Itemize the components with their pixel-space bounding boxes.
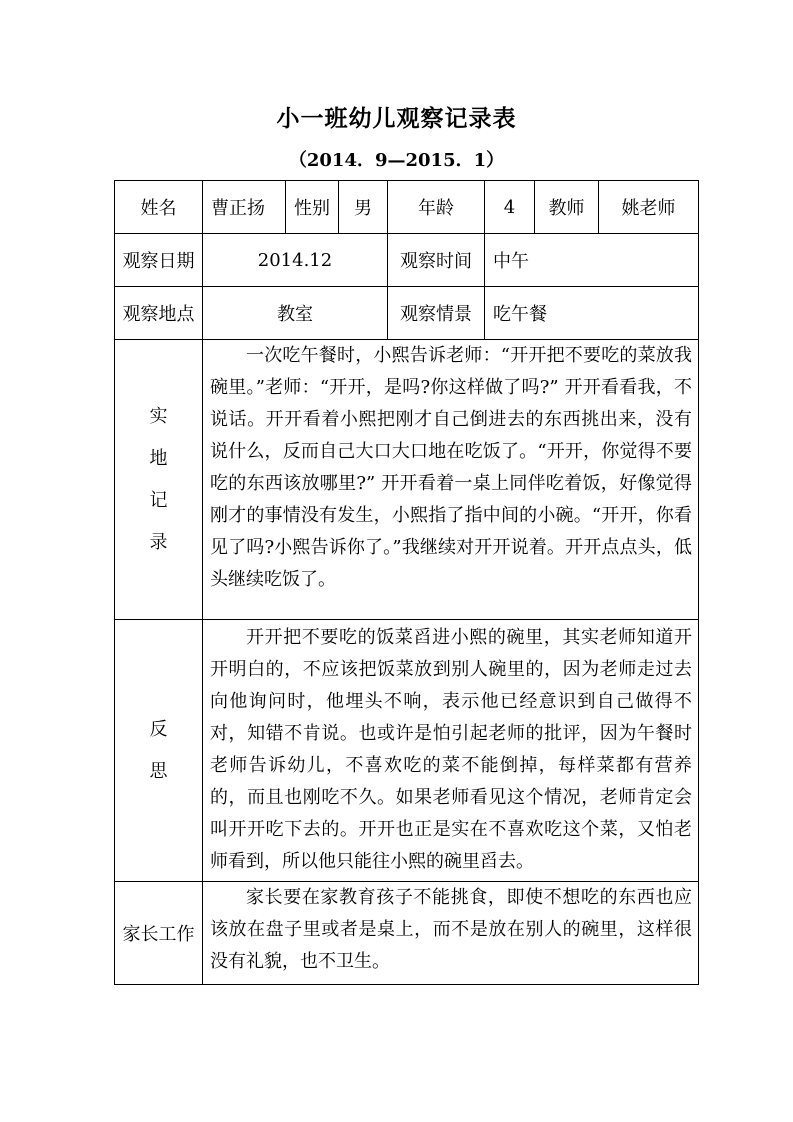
parent-work-label: 家长工作 bbox=[115, 882, 203, 985]
record-label-char: 记 bbox=[149, 489, 168, 511]
age-label: 年龄 bbox=[388, 181, 485, 234]
reflection-text: 开开把不要吃的饭菜舀进小熙的碗里，其实老师知道开开明白的，不应该把饭菜放到别人碗里的，因为老师走过去向他询问时，他埋头不响，表示他已经意识到自己做得不对，知错不肯说。也或许是怕引起老师的批评，因为午餐时老师告诉幼儿，不喜欢吃的菜不能倒掉，每样菜都有营养的，而且也刚吃不久。如果老师看见这个情况，老师肯定会叫开开吃下去的。开开也正是实在不喜欢吃这个菜，又怕老师看到，所以他只能往小熙的碗里舀去。 bbox=[203, 620, 699, 882]
observation-situation-value: 吃午餐 bbox=[485, 287, 699, 340]
record-text: 一次吃午餐时，小熙告诉老师：“开开把不要吃的菜放我碗里。”老师：“开开，是吗?你这样做了吗?” 开开看看我，不说话。开开看着小熙把刚才自己倒进去的东西挑出来，没有说什么，反而自己大口大口地在吃饭了。“开开，你觉得不要吃的东西该放哪里?” 开开看着一桌上同伴吃着饭，好像觉得刚才的事情没有发生，小熙指了指中间的小碗。“开开，你看见了吗?小熙告诉你了。”我继续对开开说着。开开点点头，低头继续吃饭了。 bbox=[203, 340, 699, 620]
reflection-label bbox=[115, 620, 203, 882]
name-value: 曹正扬 bbox=[203, 181, 286, 234]
observation-time-label: 观察时间 bbox=[388, 234, 485, 287]
observation-situation-label: 观察情景 bbox=[388, 287, 485, 340]
gender-label: 性别 bbox=[286, 181, 339, 234]
observation-place-label: 观察地点 bbox=[115, 287, 203, 340]
info-row-basic bbox=[115, 181, 699, 234]
parent-work-row bbox=[115, 882, 699, 985]
age-value: 4 bbox=[485, 181, 535, 234]
teacher-label: 教师 bbox=[535, 181, 599, 234]
observation-record-table bbox=[114, 180, 699, 985]
record-label-char: 实 bbox=[149, 405, 168, 427]
reflection-label-char: 思 bbox=[149, 760, 168, 782]
record-row bbox=[115, 340, 699, 620]
observation-date-label: 观察日期 bbox=[115, 234, 203, 287]
observation-date-value: 2014.12 bbox=[203, 234, 388, 287]
observation-time-value: 中午 bbox=[485, 234, 699, 287]
info-row-date bbox=[115, 234, 699, 287]
info-row-place bbox=[115, 287, 699, 340]
observation-place-value: 教室 bbox=[203, 287, 388, 340]
reflection-label-char: 反 bbox=[149, 718, 168, 740]
parent-work-text: 家长要在家教育孩子不能挑食，即使不想吃的东西也应该放在盘子里或者是桌上，而不是放在别人的碗里，这样很没有礼貌，也不卫生。 bbox=[203, 882, 699, 985]
record-label-char: 录 bbox=[149, 531, 168, 553]
record-label-char: 地 bbox=[149, 447, 168, 469]
reflection-row bbox=[115, 620, 699, 882]
date-range-subtitle: （2014．9—2015．1） bbox=[288, 150, 505, 171]
gender-value: 男 bbox=[339, 181, 388, 234]
teacher-value: 姚老师 bbox=[599, 181, 699, 234]
name-label: 姓名 bbox=[115, 181, 203, 234]
page-title: 小一班幼儿观察记录表 bbox=[276, 105, 517, 132]
record-label bbox=[115, 340, 203, 620]
